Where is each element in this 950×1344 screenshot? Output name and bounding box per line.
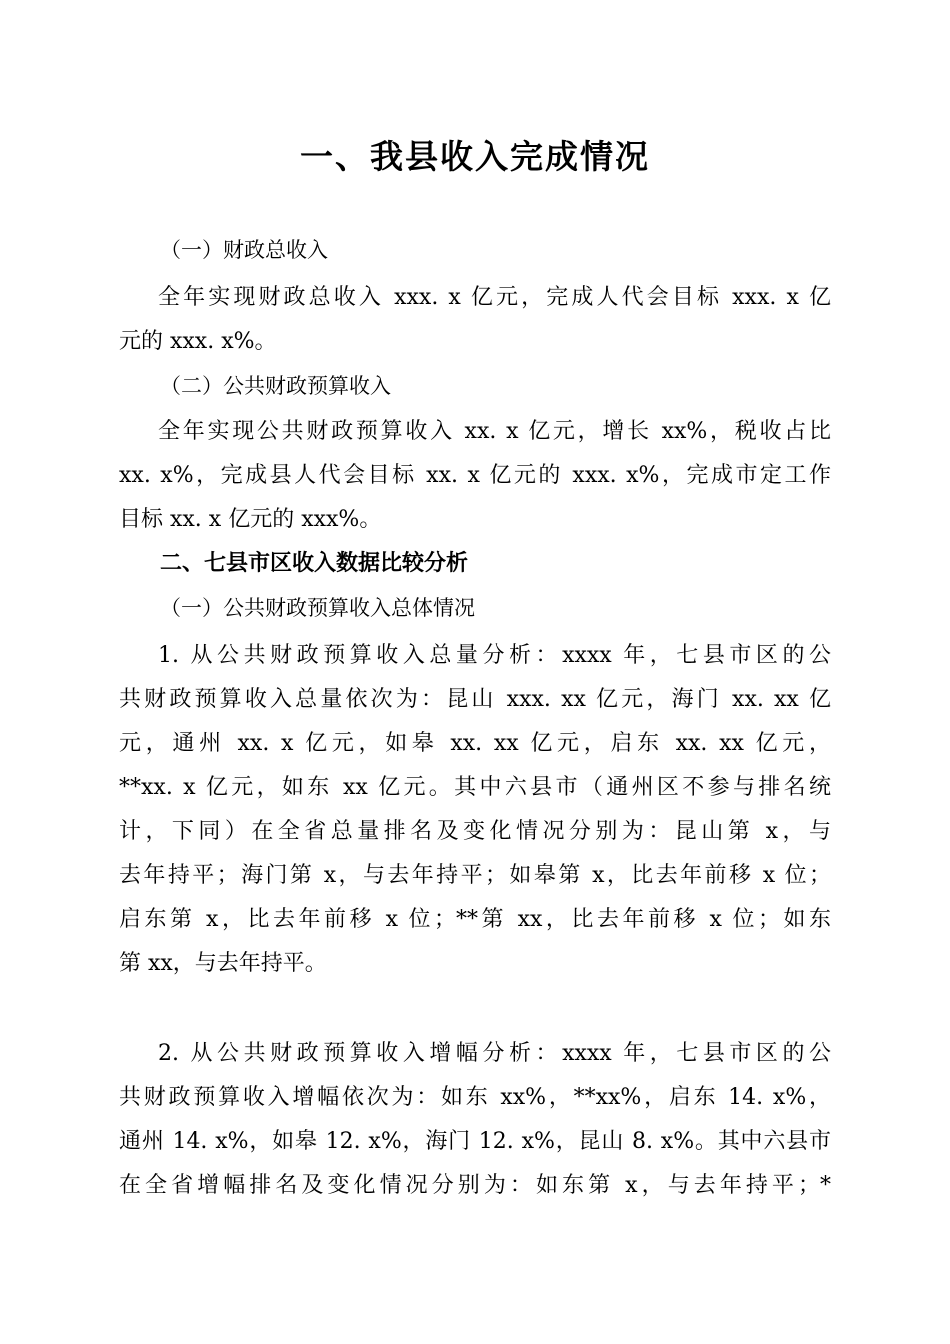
text-line: 共财政预算收入增幅依次为：如东 xx%，**xx%，启东 14. x%， [119,1085,831,1110]
text-line: **xx. x 亿元，如东 xx 亿元。其中六县市（通州区不参与排名统 [119,775,831,800]
text-line: xx. x%，完成县人代会目标 xx. x 亿元的 xxx. x%，完成市定工作 [119,463,831,488]
text-line: 1. 从公共财政预算收入总量分析：xxxx 年，七县市区的公 [158,643,831,668]
text-line: 元的 xxx. x%。 [119,329,277,354]
text-line: 去年持平；海门第 x，与去年持平；如皋第 x，比去年前移 x 位； [119,863,831,888]
text-line: 全年实现财政总收入 xxx. x 亿元，完成人代会目标 xxx. x 亿 [158,285,831,310]
text-line: 通州 14. x%，如皋 12. x%，海门 12. x%，昆山 8. x%。其中六县市 [119,1129,831,1154]
paragraph-growth-analysis [119,1032,831,1208]
section-heading-comparison: 二、七县市区收入数据比较分析 [160,551,469,576]
text-line: 元，通州 xx. x 亿元，如皋 xx. xx 亿元，启东 xx. xx 亿元， [119,731,831,756]
text-line: 第 xx，与去年持平。 [119,951,327,976]
text-line: 共财政预算收入总量依次为：昆山 xxx. xx 亿元，海门 xx. xx 亿 [119,687,831,712]
subsection-heading-public-budget-revenue: （二）公共财政预算收入 [160,374,391,398]
page-title: 一、我县收入完成情况 [300,137,650,176]
text-line: 全年实现公共财政预算收入 xx. x 亿元，增长 xx%，税收占比 [158,419,831,444]
text-line: 启东第 x，比去年前移 x 位；**第 xx，比去年前移 x 位；如东 [119,907,831,932]
text-line: 目标 xx. x 亿元的 xxx%。 [119,507,382,532]
subsection-heading-total-revenue: （一）财政总收入 [160,238,328,262]
paragraph-public-budget-revenue [119,410,831,542]
text-line: 在全省增幅排名及变化情况分别为：如东第 x，与去年持平；* [119,1173,831,1198]
text-line: 计，下同）在全省总量排名及变化情况分别为：昆山第 x，与 [119,819,831,844]
paragraph-total-revenue [119,276,831,364]
subsection-heading-overall: （一）公共财政预算收入总体情况 [160,596,475,620]
text-line: 2. 从公共财政预算收入增幅分析：xxxx 年，七县市区的公 [158,1041,831,1066]
paragraph-total-volume-analysis [119,634,831,986]
